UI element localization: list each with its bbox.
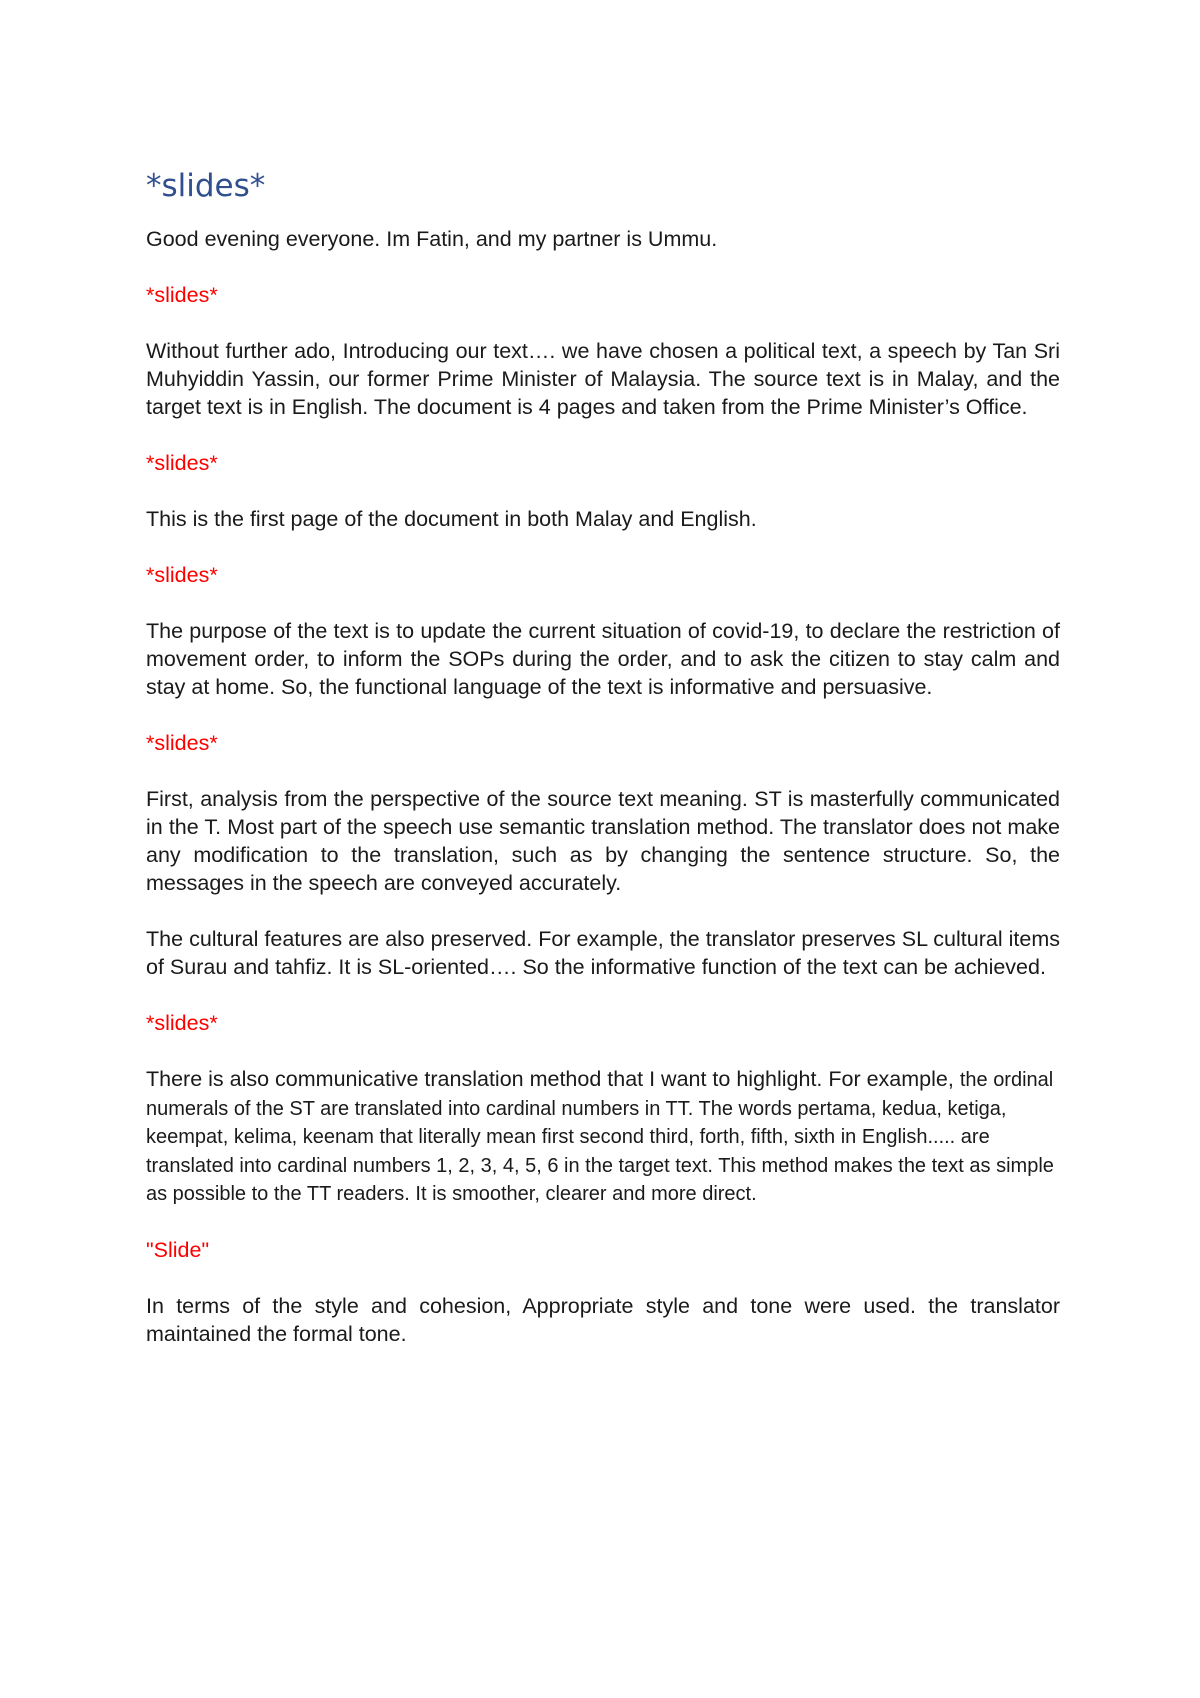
page-heading: *slides*: [146, 168, 266, 204]
paragraph-purpose: The purpose of the text is to update the current situation of covid-19, to declare the restriction of movement order, to inform the SOPs during the order, and to ask the citizen to stay calm and stay at home. So, the functional language of the text is informative and persuasive.: [146, 619, 1060, 700]
document-body: [146, 168, 1060, 1376]
slide-marker: *slides*: [146, 563, 218, 588]
slide-marker: *slides*: [146, 1011, 218, 1036]
slide-marker: *slides*: [146, 731, 218, 756]
paragraph-communicative-body: the ordinal numerals of the ST are translated into cardinal numbers in TT. The words pertama, kedua, ketiga, keempat, kelima, keenam that literally mean first second third, forth, fifth, sixth in English..... are translated into cardinal numbers 1, 2, 3, 4, 5, 6 in the target text. This method makes the text as simple as possible to the TT readers. It is smoother, clearer and more direct.: [146, 1069, 1054, 1206]
paragraph-first-page: This is the first page of the document in both Malay and English.: [146, 507, 757, 532]
paragraph-communicative-lead: There is also communicative translation method that I want to highlight. For example,: [146, 1067, 954, 1092]
paragraph-analysis: First, analysis from the perspective of the source text meaning. ST is masterfully communicated in the T. Most part of the speech use semantic translation method. The translator does not make any modification to the translation, such as by changing the sentence structure. So, the messages in the speech are conveyed accurately.: [146, 787, 1060, 896]
paragraph-cultural-features: The cultural features are also preserved. For example, the translator preserves SL cultural items of Surau and tahfiz. It is SL-oriented…. So the informative function of the text can be achieved.: [146, 927, 1060, 980]
paragraph-style-cohesion: In terms of the style and cohesion, Appropriate style and tone were used. the translator maintained the formal tone.: [146, 1293, 1060, 1346]
paragraph-introduction: Without further ado, Introducing our text…. we have chosen a political text, a speech by Tan Sri Muhyiddin Yassin, our former Prime Minister of Malaysia. The source text is in Malay, and the target text is in English. The document is 4 pages and taken from the Prime Minister’s Office.: [146, 339, 1060, 420]
slide-marker: *slides*: [146, 283, 218, 308]
paragraph-greeting: Good evening everyone. Im Fatin, and my partner is Ummu.: [146, 227, 718, 252]
slide-marker: "Slide": [146, 1237, 210, 1262]
paragraph-communicative: [146, 1065, 1060, 1208]
slide-marker: *slides*: [146, 451, 218, 476]
